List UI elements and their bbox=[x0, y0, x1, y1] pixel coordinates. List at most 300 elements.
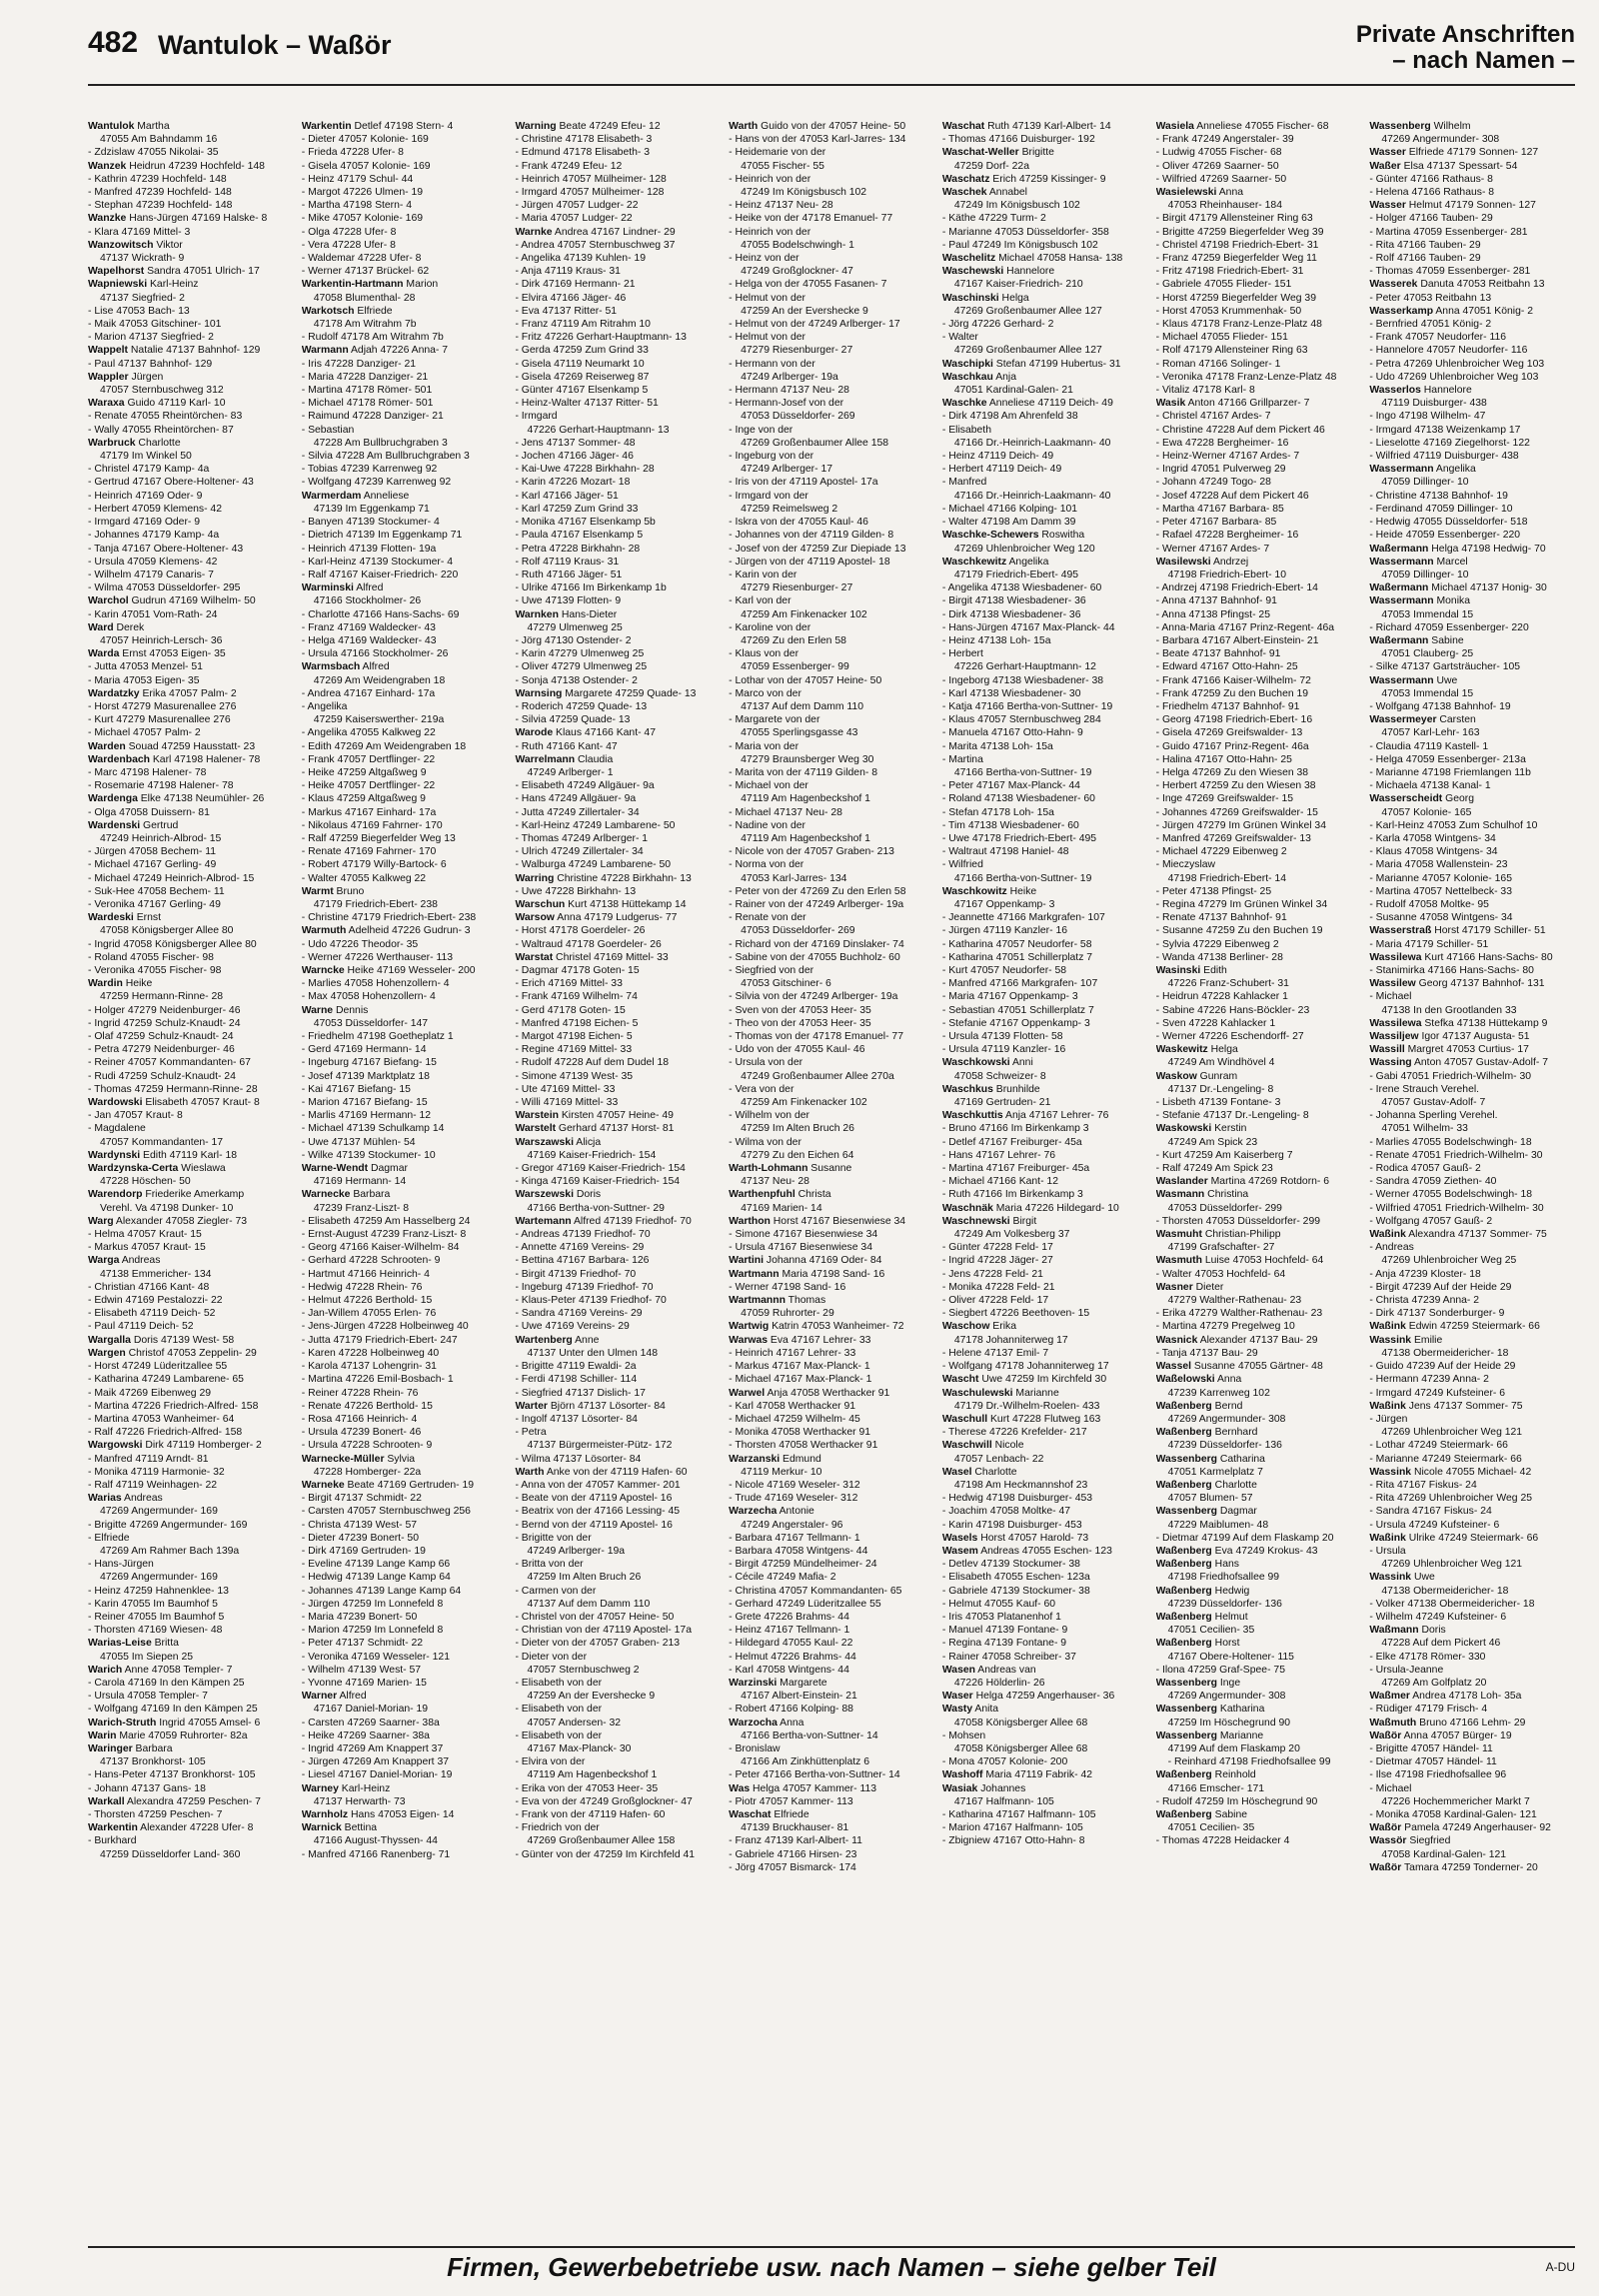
entry-text: - Jörg 47226 Gerhard- 2 bbox=[941, 319, 1054, 331]
entry-text: - Oliver 47279 Ulmenweg 25 bbox=[515, 661, 648, 673]
entry-text: Claudia bbox=[575, 753, 614, 765]
listing-entry bbox=[1156, 1215, 1362, 1228]
entry-text: 47053 Immendal 15 bbox=[1381, 687, 1474, 699]
surname: Wassermann bbox=[1369, 464, 1434, 476]
listing-entry bbox=[515, 792, 721, 805]
entry-text: - Eveline 47139 Lange Kamp 66 bbox=[301, 1559, 451, 1571]
listing-entry bbox=[515, 252, 721, 265]
surname: Waschnewski bbox=[941, 1215, 1010, 1227]
listing-entry bbox=[942, 146, 1148, 159]
surname: Wasiela bbox=[1155, 121, 1194, 132]
listing-entry bbox=[942, 1624, 1148, 1637]
listing-entry bbox=[302, 199, 508, 212]
listing-entry bbox=[1369, 1254, 1575, 1267]
listing-entry bbox=[1369, 1637, 1575, 1650]
listing-entry bbox=[942, 1268, 1148, 1281]
entry-text: - Ingo 47198 Wilhelm- 47 bbox=[1369, 411, 1486, 423]
listing-entry bbox=[1156, 1175, 1362, 1188]
listing-entry bbox=[1369, 647, 1575, 660]
listing-entry bbox=[1156, 1373, 1362, 1386]
listing-entry bbox=[1156, 1360, 1362, 1373]
entry-text: - Robert 47179 Willy-Bartock- 6 bbox=[301, 859, 447, 871]
entry-text: - Jürgen 47119 Kanzler- 16 bbox=[941, 925, 1068, 937]
entry-text: 47167 Max-Planck- 30 bbox=[527, 1742, 632, 1754]
listing-entry bbox=[1369, 1439, 1575, 1452]
listing-entry bbox=[1156, 1400, 1362, 1413]
listing-entry bbox=[88, 726, 294, 739]
entry-text: - Edward 47167 Otto-Hahn- 25 bbox=[1155, 661, 1298, 673]
listing-entry bbox=[515, 581, 721, 594]
listing-entry bbox=[942, 529, 1148, 542]
listing-entry bbox=[1369, 1202, 1575, 1215]
entry-text: - Helga 47269 Zu den Wiesen 38 bbox=[1155, 766, 1309, 778]
listing-entry bbox=[729, 1664, 934, 1677]
entry-text: Doris bbox=[573, 1189, 602, 1201]
listing-entry bbox=[942, 1571, 1148, 1584]
entry-text: - Klaus 47259 Altgaßweg 9 bbox=[301, 793, 426, 805]
entry-text: - Edwin 47169 Pestalozzi- 22 bbox=[88, 1295, 223, 1307]
entry-text: Uwe 47259 Im Kirchfeld 30 bbox=[978, 1374, 1107, 1386]
listing-entry bbox=[515, 964, 721, 977]
entry-text: - Jutta 47249 Zillertaler- 34 bbox=[515, 806, 640, 818]
surname: Wassenberg bbox=[1155, 1453, 1217, 1465]
entry-text: Helga 47259 Angerhauser- 36 bbox=[972, 1691, 1115, 1703]
surname: Waser bbox=[941, 1691, 973, 1703]
entry-text: - Brigitte 47259 Biegerfelder Weg 39 bbox=[1155, 226, 1324, 238]
surname: Warth bbox=[515, 1466, 545, 1478]
entry-text: Charlotte bbox=[971, 1466, 1017, 1478]
listing-entry bbox=[942, 938, 1148, 951]
listing-entry bbox=[88, 660, 294, 673]
surname: Wassenberg bbox=[1369, 121, 1431, 132]
listing-entry bbox=[1156, 1109, 1362, 1122]
entry-text: Dagmar bbox=[368, 1163, 408, 1175]
entry-text: - Ingeburg von der bbox=[729, 451, 814, 463]
entry-text: - Waltraut 47198 Haniel- 48 bbox=[941, 846, 1069, 858]
listing-entry bbox=[729, 1479, 934, 1492]
listing-entry bbox=[88, 1136, 294, 1149]
entry-text: - Friedhelm 47198 Goetheplatz 1 bbox=[301, 1031, 454, 1043]
listing-entry bbox=[302, 1637, 508, 1650]
entry-text: - Christel 47167 Ardes- 7 bbox=[1155, 411, 1271, 423]
listing-entry bbox=[942, 1400, 1148, 1413]
entry-text: 47167 Albert-Einstein- 21 bbox=[741, 1691, 857, 1703]
surname: Warg bbox=[88, 1215, 114, 1227]
listing-entry bbox=[942, 1742, 1148, 1755]
entry-text: - Norma von der bbox=[729, 859, 804, 871]
entry-text: Maria 47226 Hildegard- 10 bbox=[992, 1202, 1119, 1214]
entry-text: Kurt 47228 Flutweg 163 bbox=[987, 1413, 1101, 1425]
listing-entry bbox=[1369, 1545, 1575, 1558]
entry-text: - Friedrich von der bbox=[515, 1822, 600, 1834]
entry-text: - Werner 47137 Brückel- 62 bbox=[301, 266, 430, 278]
entry-text: Edith bbox=[1200, 965, 1227, 976]
listing-entry bbox=[302, 397, 508, 410]
surname: Waschkau bbox=[941, 371, 993, 383]
listing-entry bbox=[1156, 674, 1362, 687]
listing-entry bbox=[88, 529, 294, 542]
entry-text: - Heidrun 47228 Kahlacker 1 bbox=[1155, 991, 1288, 1003]
entry-text: - Frank 47057 Neudorfer- 116 bbox=[1369, 332, 1507, 344]
entry-text: - Herbert bbox=[941, 648, 983, 660]
surname: Wassing bbox=[1369, 1057, 1412, 1069]
listing-entry bbox=[302, 318, 508, 331]
entry-text: - Dirk 47138 Wiesbadener- 36 bbox=[941, 608, 1081, 620]
listing-entry bbox=[302, 292, 508, 305]
listing-entry bbox=[88, 212, 294, 225]
listing-entry bbox=[88, 1729, 294, 1742]
entry-text: - Renate 47055 Rheintörchen- 83 bbox=[88, 411, 243, 423]
listing-entry bbox=[1369, 1558, 1575, 1571]
listing-entry bbox=[1156, 318, 1362, 331]
entry-text: Martina 47269 Rotdorn- 6 bbox=[1207, 1176, 1330, 1188]
listing-entry bbox=[88, 740, 294, 753]
listing-entry bbox=[729, 358, 934, 371]
listing-entry bbox=[1156, 1834, 1362, 1847]
listing-entry bbox=[1369, 1136, 1575, 1149]
entry-text: - Tim 47138 Wiesbadener- 60 bbox=[941, 819, 1079, 831]
entry-text: - Katharina 47249 Lambarene- 65 bbox=[88, 1374, 244, 1386]
entry-text: - Siegfried von der bbox=[729, 965, 814, 976]
listing-entry bbox=[1369, 529, 1575, 542]
listing-entry bbox=[88, 1651, 294, 1664]
entry-text: - Mona 47057 Kolonie- 200 bbox=[941, 1756, 1068, 1768]
entry-text: - Stefanie 47137 Dr.-Lengeling- 8 bbox=[1155, 1110, 1309, 1122]
entry-text: 47198 Am Heckmannshof 23 bbox=[953, 1479, 1088, 1491]
entry-text: 47137 Auf dem Damm 110 bbox=[527, 1598, 651, 1610]
entry-text: - Barbara 47167 Albert-Einstein- 21 bbox=[1155, 634, 1319, 646]
listing-entry bbox=[729, 199, 934, 212]
listing-entry bbox=[1156, 1188, 1362, 1201]
entry-text: - Jens 47137 Sommer- 48 bbox=[515, 437, 636, 449]
listing-entry bbox=[729, 1453, 934, 1466]
entry-text: - Magdalene bbox=[88, 1123, 146, 1135]
listing-entry bbox=[729, 1413, 934, 1426]
listing-entry bbox=[302, 1768, 508, 1781]
listing-entry bbox=[302, 594, 508, 607]
entry-text: Maria 47198 Sand- 16 bbox=[779, 1268, 885, 1280]
listing-entry bbox=[1156, 160, 1362, 173]
entry-text: - Ursula 47059 Klemens- 42 bbox=[88, 556, 218, 568]
entry-text: - Peter 47138 Pfingst- 25 bbox=[1155, 885, 1272, 897]
listing-entry bbox=[1369, 226, 1575, 239]
entry-text: - Silvia von der 47249 Arlberger- 19a bbox=[729, 991, 898, 1003]
surname: Waßmuth bbox=[1369, 1717, 1417, 1728]
listing-entry bbox=[302, 476, 508, 489]
listing-entry bbox=[515, 278, 721, 291]
entry-text: - Siegfried 47137 Dislich- 17 bbox=[515, 1387, 646, 1399]
entry-text: 47199 Auf dem Flaskamp 20 bbox=[1167, 1742, 1300, 1754]
entry-text: - Thorsten 47259 Peschen- 7 bbox=[88, 1809, 223, 1820]
entry-text: - Margot 47226 Ulmen- 19 bbox=[301, 187, 424, 199]
listing-entry bbox=[729, 490, 934, 503]
listing-entry bbox=[1369, 1690, 1575, 1703]
entry-text: - Birgit 47179 Allensteiner Ring 63 bbox=[1155, 213, 1313, 225]
surname: Waschipki bbox=[941, 358, 993, 370]
listing-entry bbox=[515, 753, 721, 766]
listing-entry bbox=[88, 964, 294, 977]
listing-entry bbox=[1369, 424, 1575, 437]
listing-entry bbox=[729, 1717, 934, 1729]
entry-text: - Martina 47279 Pregelweg 10 bbox=[1155, 1321, 1295, 1333]
listing-entry bbox=[942, 212, 1148, 225]
surname: Wartmann bbox=[729, 1268, 780, 1280]
entry-text: - Ursula 47167 Biesenwiese 34 bbox=[729, 1242, 872, 1254]
surname: Warmsbach bbox=[301, 661, 361, 673]
entry-text: - Roderich 47259 Quade- 13 bbox=[515, 700, 648, 712]
surname: Wassermeyer bbox=[1369, 714, 1437, 726]
listing-entry bbox=[1369, 239, 1575, 252]
entry-text: 47169 Kaiser-Friedrich- 154 bbox=[527, 1149, 657, 1161]
listing-entry bbox=[302, 1347, 508, 1360]
entry-text: - Birgit 47259 Mündelheimer- 24 bbox=[729, 1559, 877, 1571]
entry-text: - Käthe 47229 Turm- 2 bbox=[941, 213, 1046, 225]
surname: Wardynski bbox=[88, 1149, 141, 1161]
entry-text: 47055 Bodelschwingh- 1 bbox=[741, 239, 854, 251]
entry-text: - Sebastian 47051 Schillerplatz 7 bbox=[941, 1004, 1094, 1016]
entry-text: - Iris 47053 Platanenhof 1 bbox=[941, 1611, 1061, 1623]
listing-entry bbox=[1156, 885, 1362, 898]
listing-entry bbox=[729, 1109, 934, 1122]
listing-entry bbox=[515, 1637, 721, 1650]
surname: Wassenberg bbox=[1155, 1729, 1217, 1741]
listing-entry bbox=[515, 1096, 721, 1109]
listing-entry bbox=[729, 938, 934, 951]
listing-entry bbox=[942, 410, 1148, 423]
entry-text: - Sabine von der 47055 Buchholz- 60 bbox=[729, 951, 900, 963]
entry-text: Nicole bbox=[991, 1440, 1024, 1452]
listing-entry bbox=[88, 1479, 294, 1492]
listing-entry bbox=[942, 951, 1148, 964]
surname: Waschkuttis bbox=[941, 1110, 1003, 1122]
listing-entry bbox=[88, 1175, 294, 1188]
listing-entry bbox=[1369, 1347, 1575, 1360]
listing-entry bbox=[302, 424, 508, 437]
entry-text: 47178 Am Witrahm 7b bbox=[313, 319, 417, 331]
listing-entry bbox=[942, 792, 1148, 805]
entry-text: Michael 47137 Honig- 30 bbox=[1428, 582, 1547, 594]
listing-entry bbox=[1369, 1651, 1575, 1664]
listing-entry bbox=[942, 278, 1148, 291]
listing-entry bbox=[942, 1202, 1148, 1215]
entry-text: Margarete 47259 Quade- 13 bbox=[562, 687, 697, 699]
entry-text: - Reiner 47057 Kommandanten- 67 bbox=[88, 1057, 251, 1069]
listing-entry bbox=[515, 858, 721, 871]
listing-entry bbox=[302, 1400, 508, 1413]
listing-entry bbox=[942, 740, 1148, 753]
entry-text: - Heike von der 47178 Emanuel- 77 bbox=[729, 213, 893, 225]
entry-text: Kerstin bbox=[1211, 1123, 1247, 1135]
entry-text: - Detlef 47167 Freiburger- 45a bbox=[941, 1136, 1082, 1148]
surname: Warneke bbox=[301, 1479, 345, 1491]
entry-text: 47058 Kardinal-Galen- 121 bbox=[1381, 1848, 1507, 1860]
listing-entry bbox=[88, 146, 294, 159]
entry-text: Karl 47198 Halener- 78 bbox=[149, 753, 261, 765]
listing-entry bbox=[1369, 1320, 1575, 1333]
listing-entry bbox=[302, 371, 508, 384]
surname: Wassilewa bbox=[1369, 951, 1422, 963]
entry-text: Nicole 47055 Michael- 42 bbox=[1411, 1466, 1532, 1478]
entry-text: - Helmut 47055 Kauf- 60 bbox=[941, 1598, 1056, 1610]
listing-entry bbox=[302, 1690, 508, 1703]
surname: Wasmuht bbox=[1155, 1229, 1202, 1241]
listing-entry bbox=[88, 594, 294, 607]
entry-text: - Martina 47053 Wanheimer- 64 bbox=[88, 1413, 235, 1425]
listing-entry bbox=[515, 1821, 721, 1834]
entry-text: - Michael 47166 Kant- 12 bbox=[941, 1176, 1058, 1188]
entry-text: - Michaela 47138 Kanal- 1 bbox=[1369, 780, 1491, 792]
entry-text: Ulrike 47249 Steiermark- 66 bbox=[1405, 1532, 1539, 1544]
listing-entry bbox=[88, 1585, 294, 1598]
entry-text: 47169 Hermann- 14 bbox=[313, 1176, 407, 1188]
entry-text: Inge bbox=[1217, 1677, 1241, 1689]
entry-text: Alfred 47139 Friedhof- 70 bbox=[571, 1215, 692, 1227]
listing-entry bbox=[302, 938, 508, 951]
listing-entry bbox=[515, 740, 721, 753]
entry-text: 47051 Cecilien- 35 bbox=[1167, 1822, 1255, 1834]
listing-entry bbox=[88, 1821, 294, 1834]
entry-text: - Detlev 47139 Stockumer- 38 bbox=[941, 1559, 1080, 1571]
entry-text: 47269 Großenbaumer Allee 158 bbox=[527, 1835, 676, 1847]
entry-text: - Ralf 47226 Friedrich-Alfred- 158 bbox=[88, 1427, 243, 1439]
listing-entry bbox=[1156, 1545, 1362, 1558]
listing-entry bbox=[302, 779, 508, 792]
listing-entry bbox=[1156, 1334, 1362, 1347]
listing-entry bbox=[1156, 437, 1362, 450]
entry-text: 47239 Karrenweg 102 bbox=[1167, 1387, 1270, 1399]
surname: Waßink bbox=[1369, 1400, 1406, 1412]
entry-text: 47249 Am Spick 23 bbox=[1167, 1136, 1258, 1148]
listing-entry bbox=[1369, 951, 1575, 964]
listing-entry bbox=[729, 726, 934, 739]
entry-text: Alfred bbox=[337, 1691, 367, 1703]
entry-text: - Rosemarie 47198 Halener- 78 bbox=[88, 780, 234, 792]
listing-entry bbox=[515, 1571, 721, 1584]
listing-entry bbox=[1369, 358, 1575, 371]
listing-entry bbox=[729, 608, 934, 621]
listing-entry bbox=[942, 911, 1148, 924]
listing-entry bbox=[302, 1268, 508, 1281]
listing-entry bbox=[1156, 1690, 1362, 1703]
listing-entry bbox=[729, 660, 934, 673]
entry-text: 47053 Immendal 15 bbox=[1381, 608, 1474, 620]
entry-text: 47279 Riesenburger- 27 bbox=[741, 345, 853, 357]
entry-text: - Manfred 47166 Ranenberg- 71 bbox=[301, 1848, 451, 1860]
listing-entry bbox=[302, 832, 508, 845]
listing-entry bbox=[729, 1373, 934, 1386]
listing-entry bbox=[729, 1043, 934, 1056]
surname: Wapniewski bbox=[88, 279, 148, 291]
listing-entry bbox=[302, 766, 508, 779]
entry-text: - Beate 47137 Bahnhof- 91 bbox=[1155, 648, 1281, 660]
listing-entry bbox=[729, 556, 934, 569]
entry-text: - Günter 47228 Feld- 17 bbox=[941, 1242, 1053, 1254]
listing-entry bbox=[1369, 1742, 1575, 1755]
listing-entry bbox=[1369, 1729, 1575, 1742]
listing-entry bbox=[88, 1505, 294, 1518]
listing-entry bbox=[942, 1651, 1148, 1664]
surname: Waschkowitz bbox=[941, 885, 1007, 897]
entry-text: - Franz 47139 Karl-Albert- 11 bbox=[729, 1835, 862, 1847]
entry-text: 47279 Walther-Rathenau- 23 bbox=[1167, 1295, 1302, 1307]
entry-text: 47269 Angermunder- 169 bbox=[100, 1572, 218, 1584]
surname: Waßenberg bbox=[1155, 1479, 1212, 1491]
listing-entry bbox=[515, 766, 721, 779]
entry-text: 47059 Dillinger- 10 bbox=[1381, 569, 1469, 580]
entry-text: - Marion 47167 Biefang- 15 bbox=[301, 1097, 428, 1109]
entry-text: - Waldemar 47228 Ufer- 8 bbox=[301, 253, 422, 265]
entry-text: - Angelika bbox=[301, 700, 348, 712]
entry-text: - Wanda 47138 Berliner- 28 bbox=[1155, 951, 1283, 963]
entry-text: - Mieczyslaw bbox=[1155, 859, 1216, 871]
entry-text: Alexander 47137 Bau- 29 bbox=[1197, 1334, 1318, 1346]
entry-text: - Kai-Uwe 47228 Birkhahn- 28 bbox=[515, 464, 655, 476]
listing-entry bbox=[729, 1254, 934, 1267]
surname: Wappelt bbox=[88, 345, 129, 357]
entry-text: - Hermann-Josef von der bbox=[729, 398, 844, 410]
listing-entry bbox=[729, 160, 934, 173]
listing-entry bbox=[1156, 1703, 1362, 1716]
listing-entry bbox=[302, 358, 508, 371]
surname: Wasik bbox=[1155, 398, 1186, 410]
surname: Wasserkamp bbox=[1369, 305, 1434, 317]
listing-entry bbox=[515, 1532, 721, 1545]
listing-entry bbox=[942, 1834, 1148, 1847]
listing-entry bbox=[729, 1782, 934, 1795]
entry-text: - Hans 47167 Lehrer- 76 bbox=[941, 1149, 1056, 1161]
listing-entry bbox=[515, 292, 721, 305]
entry-text: Anja 47167 Lehrer- 76 bbox=[1002, 1110, 1109, 1122]
listing-entry bbox=[515, 212, 721, 225]
listing-entry bbox=[942, 1519, 1148, 1532]
listing-entry bbox=[1369, 556, 1575, 569]
listing-entry bbox=[1156, 265, 1362, 278]
listing-entry bbox=[88, 384, 294, 397]
listing-entry bbox=[88, 1096, 294, 1109]
listing-entry bbox=[1156, 1492, 1362, 1505]
listing-entry bbox=[729, 450, 934, 463]
listing-entry bbox=[1156, 463, 1362, 476]
entry-text: Andreas 47055 Eschen- 123 bbox=[977, 1545, 1112, 1557]
listing-entry bbox=[515, 911, 721, 924]
listing-entry bbox=[729, 437, 934, 450]
listing-entry bbox=[729, 463, 934, 476]
listing-entry bbox=[1369, 1795, 1575, 1808]
entry-text: Viktor bbox=[153, 239, 183, 251]
listing-entry bbox=[1369, 1624, 1575, 1637]
listing-entry bbox=[515, 1426, 721, 1439]
entry-text: Erich 47259 Kissinger- 9 bbox=[989, 173, 1106, 185]
surname: Wasserscheidt bbox=[1369, 793, 1443, 805]
listing-entry bbox=[942, 858, 1148, 871]
entry-text: - Jürgen 47269 Am Knappert 37 bbox=[301, 1756, 450, 1768]
entry-text: - Halina 47167 Otto-Hahn- 25 bbox=[1155, 753, 1292, 765]
listing-entry bbox=[1156, 1307, 1362, 1320]
entry-text: - Ilse 47198 Friedhofsallee 96 bbox=[1369, 1769, 1507, 1781]
entry-text: Angelika bbox=[1006, 556, 1049, 568]
entry-text: - Michael 47229 Eibenweg 2 bbox=[1155, 846, 1287, 858]
listing-entry bbox=[1369, 1070, 1575, 1083]
surname: Wasel bbox=[941, 1466, 972, 1478]
listing-entry bbox=[729, 1334, 934, 1347]
entry-text: - Reiner 47055 Im Baumhof 5 bbox=[88, 1611, 225, 1623]
entry-text: - Katharina 47057 Neudorfer- 58 bbox=[941, 938, 1092, 950]
surname: Wartmannn bbox=[729, 1295, 786, 1307]
entry-text: Margarete bbox=[777, 1677, 827, 1689]
entry-text: 47059 Dillinger- 10 bbox=[1381, 477, 1469, 489]
entry-text: - Sandra 47059 Ziethen- 40 bbox=[1369, 1176, 1497, 1188]
entry-text: - Oliver 47228 Feld- 17 bbox=[941, 1295, 1049, 1307]
